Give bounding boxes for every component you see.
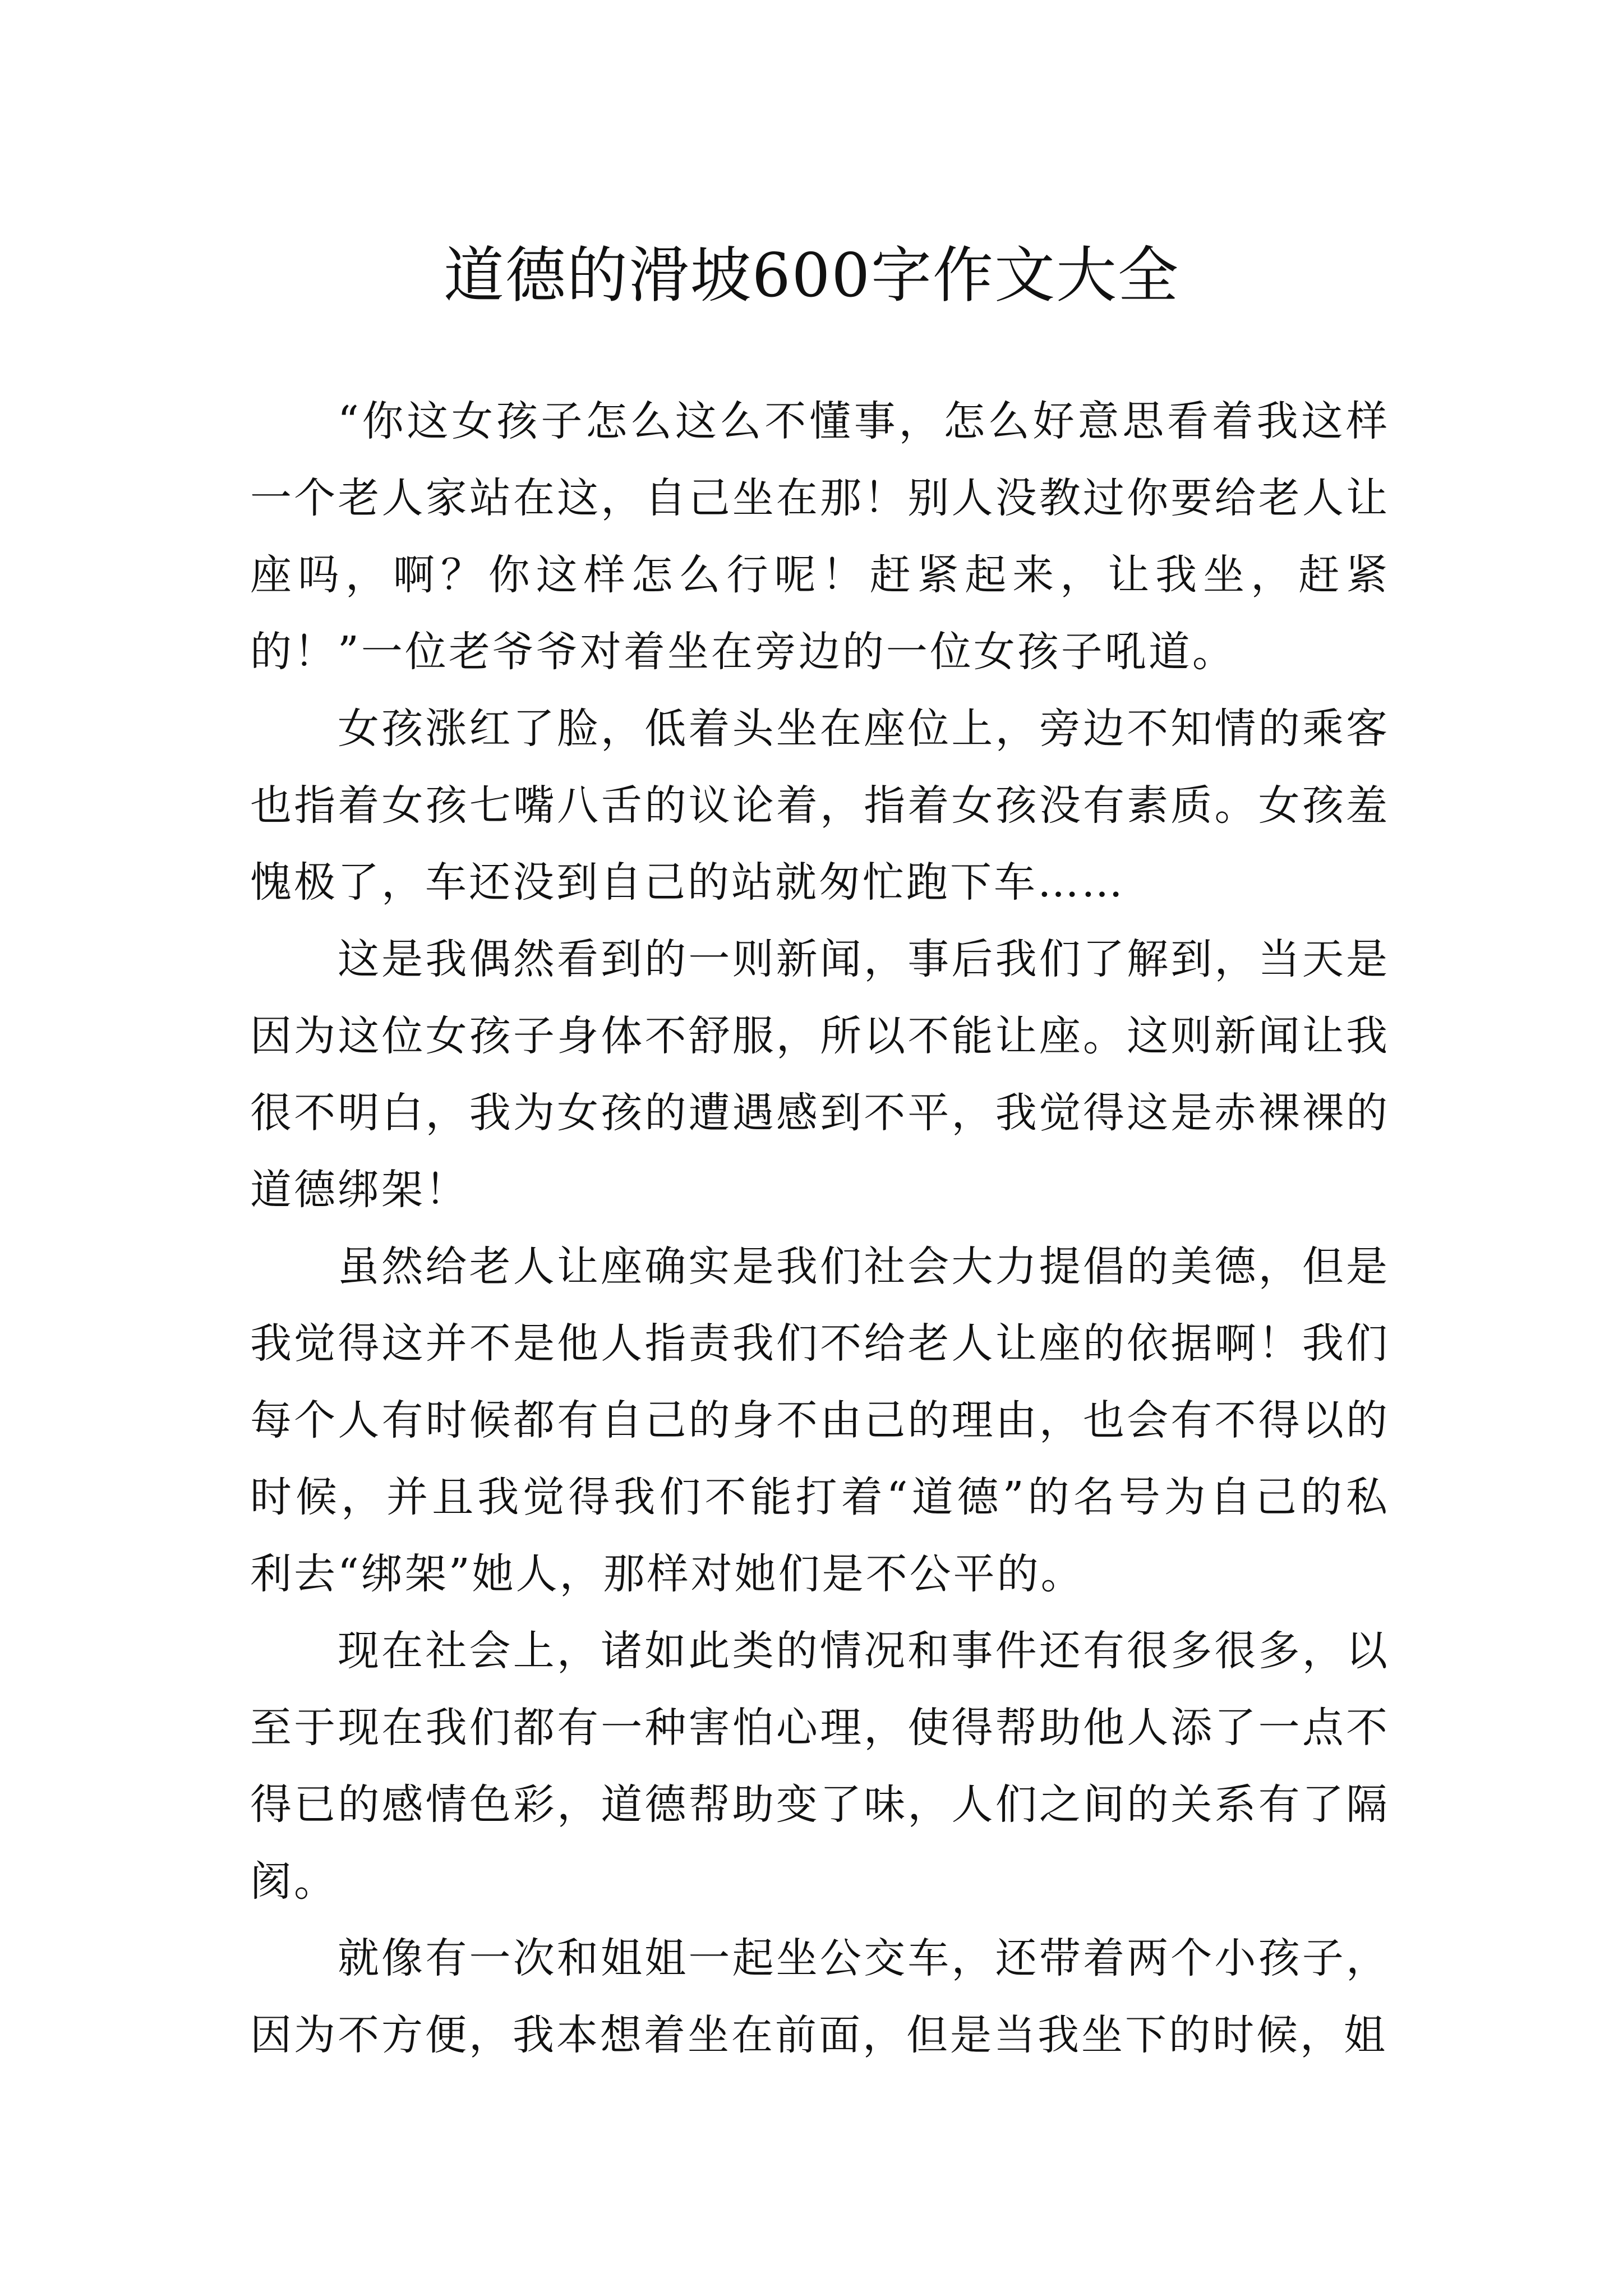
paragraph-6: 就像有一次和姐姐一起坐公交车，还带着两个小孩子，因为不方便，我本想着坐在前面，但是当我坐下的时候，姐: [250, 1934, 1390, 2059]
paragraph-2: 女孩涨红了脸，低着头坐在座位上，旁边不知情的乘客也指着女孩七嘴八舌的议论着，指着女孩没有素质。女孩羞愧极了，车还没到自己的站就匆忙跑下车……: [250, 705, 1390, 907]
paragraph-5: 现在社会上，诸如此类的情况和事件还有很多很多，以至于现在我们都有一种害怕心理，使得帮助他人添了一点不得已的感情色彩，道德帮助变了味，人们之间的关系有了隔阂。: [250, 1627, 1390, 1906]
paragraph-3: 这是我偶然看到的一则新闻，事后我们了解到，当天是因为这位女孩子身体不舒服，所以不能让座。这则新闻让我很不明白，我为女孩的遭遇感到不平，我觉得这是赤裸裸的道德绑架！: [250, 935, 1390, 1214]
paragraph-4: 虽然给老人让座确实是我们社会大力提倡的美德，但是我觉得这并不是他人指责我们不给老人让座的依据啊！我们每个人有时候都有自己的身不由己的理由，也会有不得以的时候，并且我觉得我们不能打着“道德”的名号为自己的私利去“绑架”她人，那样对她们是不公平的。: [250, 1243, 1390, 1598]
document-title: 道德的滑坡600字作文大全: [443, 241, 1180, 311]
paragraph-1: “你这女孩子怎么这么不懂事，怎么好意思看着我这样一个老人家站在这，自己坐在那！别人没教过你要给老人让座吗，啊？你这样怎么行呢！赶紧起来，让我坐，赶紧的！”一位老爷爷对着坐在旁边的一位女孩子吼道。: [250, 397, 1390, 676]
document-body: [250, 383, 1390, 2074]
